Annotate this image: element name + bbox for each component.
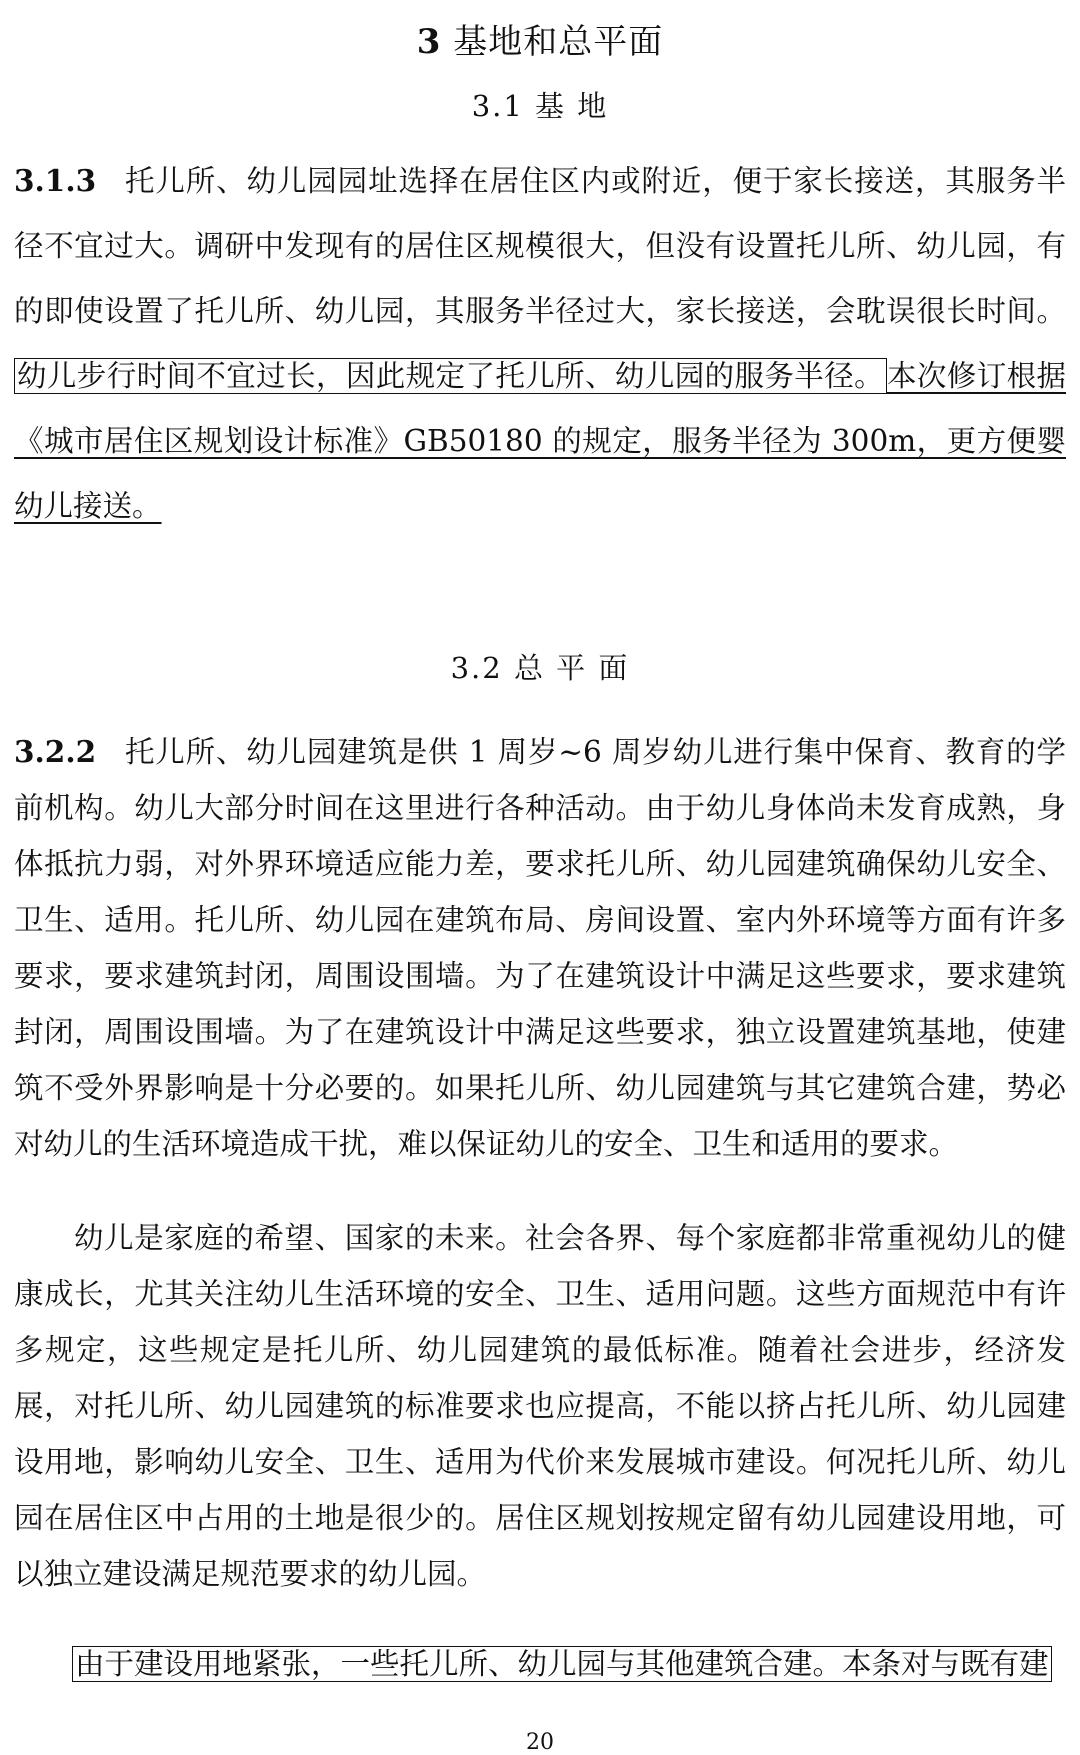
clause-3-2-2 — [14, 724, 1066, 1172]
boxed-revision-text: 幼儿步行时间不宜过长，因此规定了托儿所、幼儿园的服务半径。 — [14, 358, 887, 394]
clause-paragraph: 托儿所、幼儿园建筑是供 1 周岁~6 周岁幼儿进行集中保育、教育的学前机构。幼儿大部分时间在这里进行各种活动。由于幼儿身体尚未发育成熟，身体抵抗力弱，对外界环境适应能力差，要求托儿所、幼儿园建筑确保幼儿安全、卫生、适用。托儿所、幼儿园在建筑布局、房间设置、室内外环境等方面有许多要求，要求建筑封闭，周围设围墙。为了在建筑设计中满足这些要求，要求建筑封闭，周围设围墙。为了在建筑设计中满足这些要求，独立设置建筑基地，使建筑不受外界影响是十分必要的。如果托儿所、幼儿园建筑与其它建筑合建，势必对幼儿的生活环境造成干扰，难以保证幼儿的安全、卫生和适用的要求。 — [14, 735, 1066, 1161]
section-heading-3-1: 3.1 基 地 — [471, 89, 609, 123]
clause-text: 托儿所、幼儿园园址选择在居住区内或附近，便于家长接送，其服务半径不宜过大。调研中发现有的居住区规模很大，但没有设置托儿所、幼儿园，有的即使设置了托儿所、幼儿园，其服务半径过大，家长接送，会耽误很长时间。 — [14, 164, 1066, 328]
chapter-title-text: 基地和总平面 — [453, 22, 664, 62]
underlined-revision-text: 本次修订根据《城市居住区规划设计标准》GB50180 的规定，服务半径为 300m，更方便婴幼儿接送。 — [14, 359, 1066, 523]
page-number: 20 — [526, 1730, 554, 1755]
chapter-number: 3 — [416, 22, 442, 62]
clause-3-1-3 — [14, 148, 1066, 539]
clause-number: 3.1.3 — [14, 163, 97, 198]
boxed-revision-text: 由于建设用地紧张，一些托儿所、幼儿园与其他建筑合建。本条对与既有建 — [72, 1646, 1052, 1682]
chapter-title — [0, 14, 1080, 63]
clause-paragraph-3 — [14, 1636, 1066, 1692]
clause-number: 3.2.2 — [14, 734, 97, 769]
section-heading-3-2: 3.2 总 平 面 — [450, 651, 630, 685]
clause-paragraph-2: 幼儿是家庭的希望、国家的未来。社会各界、每个家庭都非常重视幼儿的健康成长，尤其关注幼儿生活环境的安全、卫生、适用问题。这些方面规范中有许多规定，这些规定是托儿所、幼儿园建筑的最低标准。随着社会进步，经济发展，对托儿所、幼儿园建筑的标准要求也应提高，不能以挤占托儿所、幼儿园建设用地，影响幼儿安全、卫生、适用为代价来发展城市建设。何况托儿所、幼儿园在居住区中占用的土地是很少的。居住区规划按规定留有幼儿园建设用地，可以独立建设满足规范要求的幼儿园。 — [14, 1221, 1066, 1591]
